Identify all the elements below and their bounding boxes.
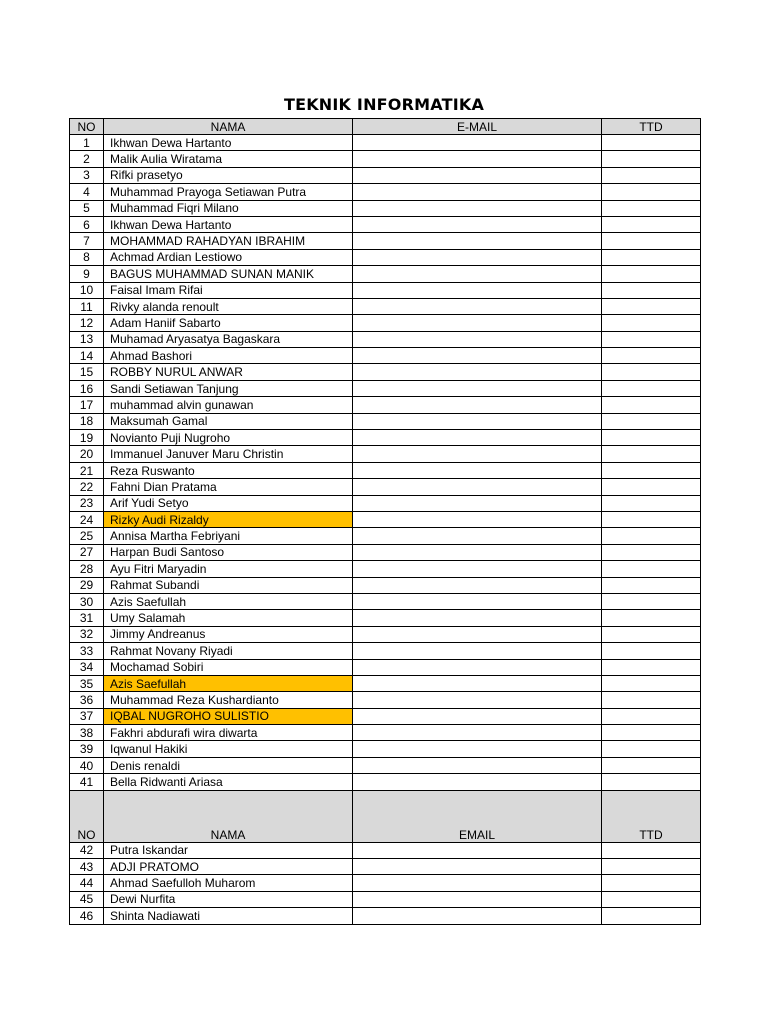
table-row	[70, 397, 701, 413]
row-email-cell	[353, 528, 602, 544]
row-number: 2	[70, 151, 104, 167]
table-row	[70, 692, 701, 708]
row-email-cell	[353, 842, 602, 858]
row-name: Rivky alanda renoult	[104, 298, 353, 314]
row-name: Ayu Fitri Maryadin	[104, 561, 353, 577]
table-row	[70, 315, 701, 331]
row-email-cell	[353, 331, 602, 347]
row-number: 28	[70, 561, 104, 577]
row-number: 29	[70, 577, 104, 593]
row-email-cell	[353, 708, 602, 724]
table-row	[70, 610, 701, 626]
row-name: Maksumah Gamal	[104, 413, 353, 429]
row-signature-cell	[602, 315, 701, 331]
row-signature-cell	[602, 495, 701, 511]
row-signature-cell	[602, 216, 701, 232]
row-number: 43	[70, 859, 104, 875]
row-name: Rahmat Novany Riyadi	[104, 643, 353, 659]
row-signature-cell	[602, 298, 701, 314]
table-row	[70, 577, 701, 593]
row-signature-cell	[602, 643, 701, 659]
row-signature-cell	[602, 348, 701, 364]
row-signature-cell	[602, 511, 701, 527]
table-body-first	[70, 135, 701, 791]
row-number: 39	[70, 741, 104, 757]
row-email-cell	[353, 348, 602, 364]
table-row	[70, 495, 701, 511]
row-email-cell	[353, 249, 602, 265]
row-name: ROBBY NURUL ANWAR	[104, 364, 353, 380]
row-name: Dewi Nurfita	[104, 891, 353, 907]
row-name: Fakhri abdurafi wira diwarta	[104, 725, 353, 741]
row-number: 16	[70, 380, 104, 396]
row-number: 19	[70, 430, 104, 446]
row-email-cell	[353, 298, 602, 314]
row-email-cell	[353, 511, 602, 527]
row-signature-cell	[602, 282, 701, 298]
row-name: Fahni Dian Pratama	[104, 479, 353, 495]
row-email-cell	[353, 216, 602, 232]
row-name: Azis Saefullah	[104, 675, 353, 691]
row-signature-cell	[602, 626, 701, 642]
row-email-cell	[353, 397, 602, 413]
row-name: Bella Ridwanti Ariasa	[104, 774, 353, 790]
row-name: Muhammad Prayoga Setiawan Putra	[104, 184, 353, 200]
row-name: Sandi Setiawan Tanjung	[104, 380, 353, 396]
table-row	[70, 184, 701, 200]
row-number: 9	[70, 266, 104, 282]
row-name: Achmad Ardian Lestiowo	[104, 249, 353, 265]
page-title: TEKNIK INFORMATIKA	[283, 95, 485, 114]
row-number: 7	[70, 233, 104, 249]
row-email-cell	[353, 167, 602, 183]
row-name: Ikhwan Dewa Hartanto	[104, 135, 353, 151]
row-number: 4	[70, 184, 104, 200]
row-signature-cell	[602, 708, 701, 724]
table-row	[70, 757, 701, 773]
row-signature-cell	[602, 479, 701, 495]
column-header-ttd-second: TTD	[602, 790, 701, 842]
row-email-cell	[353, 151, 602, 167]
table-header-row-second	[70, 790, 701, 842]
table-row	[70, 446, 701, 462]
row-number: 37	[70, 708, 104, 724]
row-number: 6	[70, 216, 104, 232]
table-row	[70, 364, 701, 380]
row-number: 25	[70, 528, 104, 544]
row-email-cell	[353, 233, 602, 249]
row-signature-cell	[602, 842, 701, 858]
column-header-nama-second: NAMA	[104, 790, 353, 842]
row-number: 11	[70, 298, 104, 314]
table-row	[70, 544, 701, 560]
row-signature-cell	[602, 859, 701, 875]
column-header-no: NO	[70, 119, 104, 135]
row-name: MOHAMMAD RAHADYAN IBRAHIM	[104, 233, 353, 249]
row-name: Jimmy Andreanus	[104, 626, 353, 642]
row-email-cell	[353, 875, 602, 891]
row-number: 10	[70, 282, 104, 298]
row-number: 45	[70, 891, 104, 907]
row-number: 44	[70, 875, 104, 891]
row-signature-cell	[602, 364, 701, 380]
table-row	[70, 135, 701, 151]
row-name: Ahmad Saefulloh Muharom	[104, 875, 353, 891]
table-row	[70, 233, 701, 249]
row-email-cell	[353, 462, 602, 478]
row-name: Rahmat Subandi	[104, 577, 353, 593]
table-row	[70, 741, 701, 757]
row-name: Malik Aulia Wiratama	[104, 151, 353, 167]
row-signature-cell	[602, 577, 701, 593]
row-signature-cell	[602, 692, 701, 708]
table-row	[70, 626, 701, 642]
row-email-cell	[353, 908, 602, 924]
table-row	[70, 511, 701, 527]
row-signature-cell	[602, 544, 701, 560]
row-number: 42	[70, 842, 104, 858]
row-signature-cell	[602, 249, 701, 265]
table-row	[70, 430, 701, 446]
row-signature-cell	[602, 725, 701, 741]
table-row	[70, 462, 701, 478]
table-row	[70, 298, 701, 314]
row-signature-cell	[602, 380, 701, 396]
row-name: Harpan Budi Santoso	[104, 544, 353, 560]
row-signature-cell	[602, 331, 701, 347]
row-number: 1	[70, 135, 104, 151]
row-number: 36	[70, 692, 104, 708]
row-name: Denis renaldi	[104, 757, 353, 773]
row-name: Rifki prasetyo	[104, 167, 353, 183]
row-number: 13	[70, 331, 104, 347]
table-body-second	[70, 842, 701, 924]
row-signature-cell	[602, 413, 701, 429]
row-name: Muhammad Reza Kushardianto	[104, 692, 353, 708]
second-header-section	[70, 790, 701, 842]
row-number: 8	[70, 249, 104, 265]
row-email-cell	[353, 577, 602, 593]
row-name: Shinta Nadiawati	[104, 908, 353, 924]
row-number: 18	[70, 413, 104, 429]
table-row	[70, 659, 701, 675]
row-number: 14	[70, 348, 104, 364]
column-header-nama: NAMA	[104, 119, 353, 135]
row-signature-cell	[602, 200, 701, 216]
row-name: Putra Iskandar	[104, 842, 353, 858]
row-email-cell	[353, 184, 602, 200]
row-number: 23	[70, 495, 104, 511]
row-email-cell	[353, 891, 602, 907]
row-email-cell	[353, 200, 602, 216]
table-header-row	[70, 119, 701, 135]
row-name: Novianto Puji Nugroho	[104, 430, 353, 446]
row-signature-cell	[602, 593, 701, 609]
row-name: muhammad alvin gunawan	[104, 397, 353, 413]
row-email-cell	[353, 380, 602, 396]
table-row	[70, 593, 701, 609]
row-name: Muhammad Fiqri Milano	[104, 200, 353, 216]
row-email-cell	[353, 725, 602, 741]
row-signature-cell	[602, 266, 701, 282]
row-signature-cell	[602, 135, 701, 151]
table-row	[70, 200, 701, 216]
row-email-cell	[353, 859, 602, 875]
row-email-cell	[353, 315, 602, 331]
table-row	[70, 908, 701, 924]
table-row	[70, 249, 701, 265]
row-signature-cell	[602, 528, 701, 544]
table-row	[70, 167, 701, 183]
row-signature-cell	[602, 446, 701, 462]
table-row	[70, 561, 701, 577]
row-email-cell	[353, 364, 602, 380]
row-email-cell	[353, 282, 602, 298]
row-number: 20	[70, 446, 104, 462]
row-signature-cell	[602, 659, 701, 675]
row-email-cell	[353, 135, 602, 151]
table-row	[70, 859, 701, 875]
row-signature-cell	[602, 397, 701, 413]
row-signature-cell	[602, 757, 701, 773]
row-number: 34	[70, 659, 104, 675]
row-email-cell	[353, 774, 602, 790]
table-row	[70, 675, 701, 691]
row-signature-cell	[602, 908, 701, 924]
row-name: Mochamad Sobiri	[104, 659, 353, 675]
row-name: Adam Haniif Sabarto	[104, 315, 353, 331]
row-signature-cell	[602, 430, 701, 446]
row-signature-cell	[602, 875, 701, 891]
row-name: Muhamad Aryasatya Bagaskara	[104, 331, 353, 347]
row-number: 12	[70, 315, 104, 331]
attendance-table	[69, 118, 701, 925]
row-number: 22	[70, 479, 104, 495]
row-number: 31	[70, 610, 104, 626]
table-row	[70, 413, 701, 429]
row-name: Iqwanul Hakiki	[104, 741, 353, 757]
row-number: 33	[70, 643, 104, 659]
table-row	[70, 479, 701, 495]
row-number: 32	[70, 626, 104, 642]
table-row	[70, 528, 701, 544]
row-number: 24	[70, 511, 104, 527]
row-email-cell	[353, 430, 602, 446]
table-row	[70, 708, 701, 724]
row-name: Immanuel Januver Maru Christin	[104, 446, 353, 462]
row-email-cell	[353, 413, 602, 429]
row-signature-cell	[602, 233, 701, 249]
row-name: Azis Saefullah	[104, 593, 353, 609]
row-email-cell	[353, 659, 602, 675]
row-email-cell	[353, 675, 602, 691]
row-number: 21	[70, 462, 104, 478]
row-signature-cell	[602, 610, 701, 626]
table-row	[70, 266, 701, 282]
row-number: 3	[70, 167, 104, 183]
row-email-cell	[353, 692, 602, 708]
row-number: 46	[70, 908, 104, 924]
table-row	[70, 643, 701, 659]
row-email-cell	[353, 757, 602, 773]
row-number: 15	[70, 364, 104, 380]
table-row	[70, 151, 701, 167]
row-email-cell	[353, 626, 602, 642]
table-row	[70, 331, 701, 347]
table-row	[70, 348, 701, 364]
row-number: 30	[70, 593, 104, 609]
row-signature-cell	[602, 151, 701, 167]
table-row	[70, 774, 701, 790]
row-signature-cell	[602, 741, 701, 757]
column-header-email-second: EMAIL	[353, 790, 602, 842]
row-email-cell	[353, 561, 602, 577]
row-email-cell	[353, 593, 602, 609]
row-signature-cell	[602, 167, 701, 183]
row-signature-cell	[602, 774, 701, 790]
column-header-email: E-MAIL	[353, 119, 602, 135]
row-name: Umy Salamah	[104, 610, 353, 626]
row-email-cell	[353, 741, 602, 757]
row-number: 35	[70, 675, 104, 691]
table-row	[70, 875, 701, 891]
table-row	[70, 216, 701, 232]
row-name: Reza Ruswanto	[104, 462, 353, 478]
row-name: Ikhwan Dewa Hartanto	[104, 216, 353, 232]
row-email-cell	[353, 643, 602, 659]
row-name: Rizky Audi Rizaldy	[104, 511, 353, 527]
row-number: 40	[70, 757, 104, 773]
row-email-cell	[353, 266, 602, 282]
row-email-cell	[353, 479, 602, 495]
row-signature-cell	[602, 462, 701, 478]
row-number: 17	[70, 397, 104, 413]
table-row	[70, 891, 701, 907]
row-signature-cell	[602, 891, 701, 907]
row-signature-cell	[602, 561, 701, 577]
row-name: BAGUS MUHAMMAD SUNAN MANIK	[104, 266, 353, 282]
row-number: 27	[70, 544, 104, 560]
row-name: Annisa Martha Febriyani	[104, 528, 353, 544]
table-row	[70, 282, 701, 298]
row-name: Ahmad Bashori	[104, 348, 353, 364]
table-row	[70, 380, 701, 396]
row-name: Faisal Imam Rifai	[104, 282, 353, 298]
row-email-cell	[353, 610, 602, 626]
column-header-ttd: TTD	[602, 119, 701, 135]
row-number: 41	[70, 774, 104, 790]
row-name: Arif Yudi Setyo	[104, 495, 353, 511]
row-signature-cell	[602, 675, 701, 691]
row-email-cell	[353, 495, 602, 511]
row-email-cell	[353, 544, 602, 560]
row-number: 38	[70, 725, 104, 741]
table-row	[70, 842, 701, 858]
row-email-cell	[353, 446, 602, 462]
column-header-no-second: NO	[70, 790, 104, 842]
row-name: IQBAL NUGROHO SULISTIO	[104, 708, 353, 724]
row-number: 5	[70, 200, 104, 216]
row-name: ADJI PRATOMO	[104, 859, 353, 875]
row-signature-cell	[602, 184, 701, 200]
table-row	[70, 725, 701, 741]
